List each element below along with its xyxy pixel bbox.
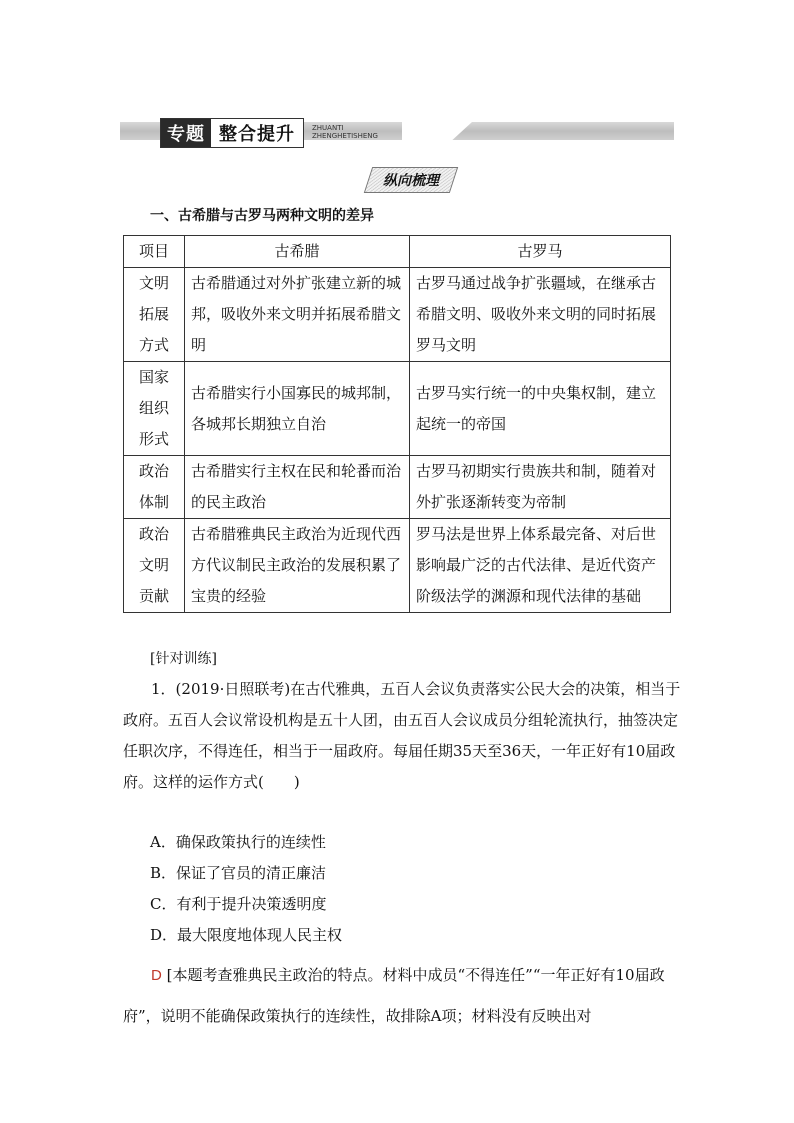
table-header-row: [124, 236, 671, 268]
row-item-part: 拓展: [138, 305, 169, 323]
answer-letter: D: [151, 967, 162, 984]
table-row: [124, 268, 671, 362]
option-b: B．保证了官员的清正廉洁: [150, 864, 327, 882]
cell-rome: 古罗马实行统一的中央集权制，建立起统一的帝国: [410, 362, 671, 456]
cell-rome: 罗马法是世界上体系最完备、对后世影响最广泛的古代法律、是近代资产阶级法学的渊源和现代法律的基础: [410, 519, 671, 613]
row-item-part: 文明: [138, 274, 169, 292]
banner-subtitle: [312, 124, 378, 140]
table-row: [124, 362, 671, 456]
row-item: [124, 362, 185, 456]
header-item: 项目: [124, 236, 185, 268]
cell-rome: 古罗马初期实行贵族共和制，随着对外扩张逐渐转变为帝制: [410, 456, 671, 519]
row-item: [124, 456, 185, 519]
row-item-part: 组织: [138, 399, 169, 417]
row-item: [124, 268, 185, 362]
banner-label-light: 整合提升: [219, 124, 295, 145]
option-c: C．有利于提升决策透明度: [150, 895, 327, 913]
section-badge-text: 纵向梳理: [383, 173, 439, 189]
table-row: [124, 519, 671, 613]
header-rome: 古罗马: [410, 236, 671, 268]
section-badge: [364, 167, 458, 193]
cell-greece: 古希腊实行主权在民和轮番而治的民主政治: [185, 456, 410, 519]
cell-greece: 古希腊雅典民主政治为近现代西方代议制民主政治的发展积累了宝贵的经验: [185, 519, 410, 613]
row-item-part: 形式: [138, 430, 169, 448]
banner-sub-line2: ZHENGHETISHENG: [312, 132, 378, 140]
table-row: [124, 456, 671, 519]
cell-greece: 古希腊实行小国寡民的城邦制，各城邦长期独立自治: [185, 362, 410, 456]
row-item-part: 贡献: [138, 587, 169, 605]
row-item-part: 国家: [138, 368, 169, 386]
answer-explanation: [123, 955, 683, 1036]
answer-text: [本题考查雅典民主政治的特点。材料中成员“不得连任”“一年正好有10届政府”，说明不能确保政策执行的连续性，故排除A项；材料没有反映出对: [123, 966, 665, 1025]
row-item: [124, 519, 185, 613]
cell-greece: 古希腊通过对外扩张建立新的城邦，吸收外来文明并拓展希腊文明: [185, 268, 410, 362]
row-item-part: 政治: [138, 525, 169, 543]
practice-label: [针对训练]: [150, 651, 217, 667]
row-item-part: 方式: [138, 336, 169, 354]
header-greece: 古希腊: [185, 236, 410, 268]
option-d: D．最大限度地体现人民主权: [150, 926, 343, 944]
row-item-part: 体制: [138, 493, 169, 511]
option-a: A．确保政策执行的连续性: [150, 833, 326, 851]
banner-label-dark: 专题: [161, 119, 211, 147]
section-heading: 一、古希腊与古罗马两种文明的差异: [150, 208, 374, 224]
row-item-part: 文明: [138, 556, 169, 574]
banner-label: [160, 118, 304, 148]
cell-rome: 古罗马通过战争扩张疆域，在继承古希腊文明、吸收外来文明的同时拓展罗马文明: [410, 268, 671, 362]
comparison-table: [123, 235, 671, 613]
question-stem: 1．(2019·日照联考)在古代雅典，五百人会议负责落实公民大会的决策，相当于政府。五百人会议常设机构是五十人团，由五百人会议成员分组轮流执行，抽签决定任职次序，不得连任，相当于一届政府。每届任期35天至36天，一年正好有10届政府。这样的运作方式( ): [123, 680, 681, 791]
banner-sub-line1: ZHUANTI: [312, 124, 344, 132]
row-item-part: 政治: [138, 462, 169, 480]
topic-banner: [120, 118, 674, 145]
